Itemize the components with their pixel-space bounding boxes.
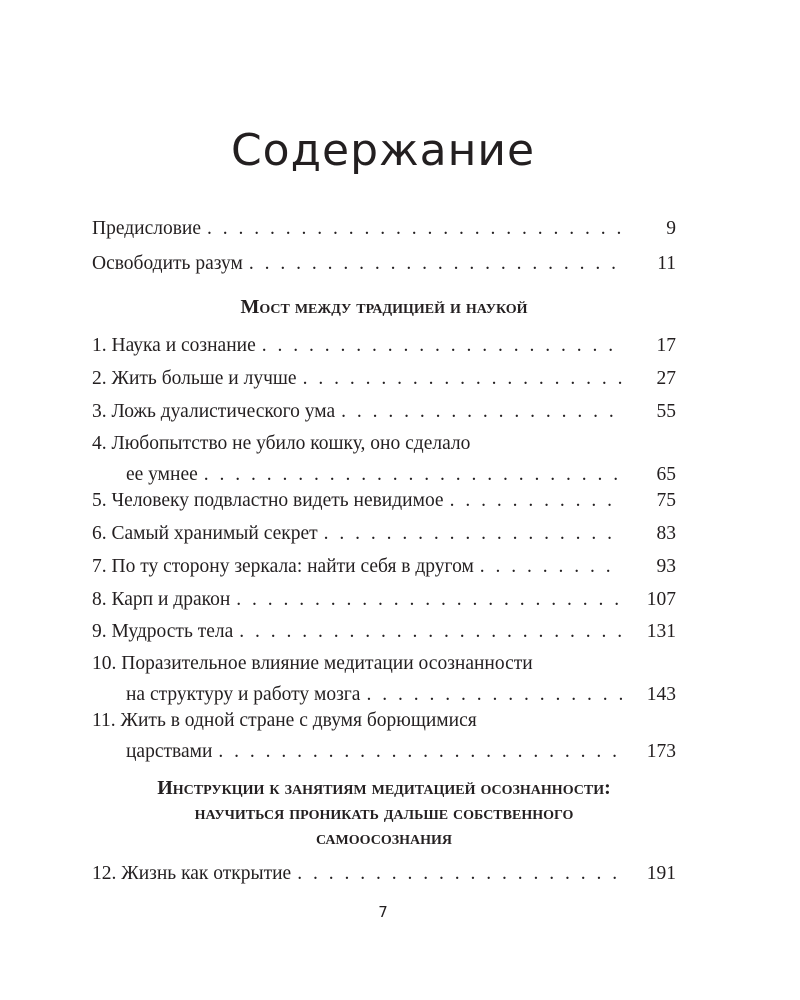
entry-page: 55	[656, 401, 676, 422]
entry-label: Предисловие	[92, 218, 202, 239]
entry-page: 75	[656, 490, 676, 511]
entry-label: 6. Самый хранимый секрет	[92, 523, 318, 544]
entry-label: 1. Наука и сознание	[92, 335, 256, 356]
entry-label: Освободить разум	[92, 253, 243, 274]
entry-page: 27	[656, 368, 676, 389]
section-heading	[92, 295, 676, 320]
entry-label: 2. Жить больше и лучше	[92, 368, 297, 389]
entry-label: 12. Жизнь как открытие	[92, 863, 292, 884]
dot-leader	[480, 554, 622, 579]
toc-entry	[92, 431, 676, 487]
dot-leader	[262, 333, 622, 358]
dot-leader	[249, 251, 622, 276]
entry-label: 10. Поразительное влияние медитации осознанности	[92, 653, 533, 674]
toc-entry	[92, 708, 676, 764]
toc-entry	[92, 521, 676, 546]
section-heading-line: Мост между традицией и наукой	[240, 296, 528, 318]
dot-leader	[450, 488, 622, 513]
dot-leader	[239, 619, 622, 644]
entry-label-continuation: царствами	[126, 741, 213, 762]
entry-page: 93	[656, 556, 676, 577]
toc-entry	[92, 861, 676, 886]
dot-leader	[204, 462, 622, 487]
section-heading-line: самоосознания	[316, 827, 452, 849]
toc-entry	[92, 333, 676, 358]
entry-label-continuation: ее умнее	[126, 464, 198, 485]
entry-label: 7. По ту сторону зеркала: найти себя в другом	[92, 556, 474, 577]
entry-page: 191	[646, 863, 676, 884]
entry-page: 65	[656, 464, 676, 485]
entry-label: 5. Человеку подвластно видеть невидимое	[92, 490, 444, 511]
section-heading-line: Инструкции к занятиям медитацией осознанности:	[157, 777, 611, 799]
entry-label: 3. Ложь дуалистического ума	[92, 401, 336, 422]
dot-leader	[366, 682, 622, 707]
toc-entry	[92, 619, 676, 644]
entry-label: 4. Любопытство не убило кошку, оно сделало	[92, 433, 471, 454]
toc-entry	[92, 399, 676, 424]
entry-page: 143	[646, 684, 676, 705]
entry-page: 131	[646, 621, 676, 642]
section-heading-line: научиться проникать дальше собственного	[194, 802, 574, 824]
entry-page: 11	[657, 253, 676, 274]
page-number: 7	[378, 903, 388, 921]
entry-page: 17	[656, 335, 676, 356]
toc-entry	[92, 488, 676, 513]
entry-page: 173	[646, 741, 676, 762]
dot-leader	[218, 739, 622, 764]
section-heading	[92, 776, 676, 851]
entry-page: 107	[646, 589, 676, 610]
dot-leader	[303, 366, 622, 391]
dot-leader	[207, 216, 622, 241]
toc-entry	[92, 554, 676, 579]
toc-entry	[92, 651, 676, 707]
entry-label-continuation: на структуру и работу мозга	[126, 684, 361, 705]
dot-leader	[324, 521, 622, 546]
dot-leader	[341, 399, 622, 424]
toc-entry	[92, 587, 676, 612]
toc-entry	[92, 366, 676, 391]
toc-entry-preface	[92, 216, 676, 241]
dot-leader	[297, 861, 622, 886]
entry-page: 83	[656, 523, 676, 544]
entry-label: 11. Жить в одной стране с двумя борющимися	[92, 710, 477, 731]
toc-entry-free-mind	[92, 251, 676, 276]
dot-leader	[236, 587, 622, 612]
entry-label: 9. Мудрость тела	[92, 621, 234, 642]
entry-page: 9	[666, 218, 676, 239]
page-title: Содержание	[230, 125, 536, 176]
entry-label: 8. Карп и дракон	[92, 589, 231, 610]
